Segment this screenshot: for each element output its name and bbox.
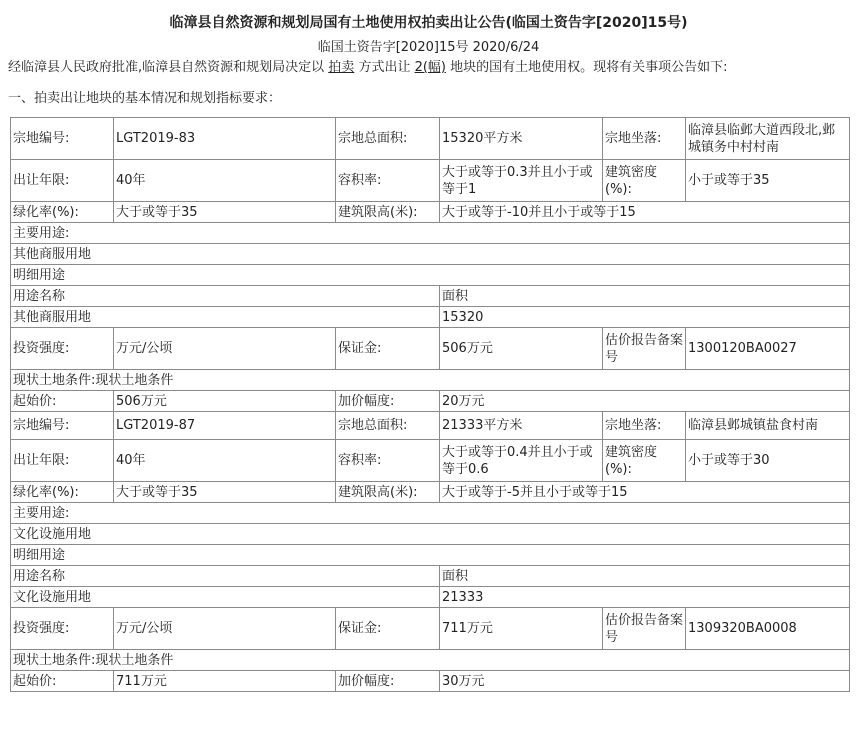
label-deposit: 保证金: [336,328,440,370]
appraisal-value: 1309320BA0008 [686,608,850,650]
invest-value: 万元/公顷 [114,608,336,650]
table-row [11,482,850,503]
table-row [11,286,850,307]
label-far: 容积率: [336,160,440,202]
density-value: 小于或等于35 [686,160,850,202]
label-density: 建筑密度(%): [603,160,686,202]
label-condition: 现状土地条件: [13,372,96,388]
area-value: 15320 [440,307,850,328]
table-row [11,391,850,412]
label-use-name: 用途名称 [11,566,440,587]
table-row [11,650,850,671]
term-value: 40年 [114,440,336,482]
label-green: 绿化率(%): [11,202,114,223]
location-value: 临漳县临邺大道西段北,邺城镇务中村村南 [686,118,850,160]
label-appraisal: 估价报告备案号 [603,328,686,370]
label-height: 建筑限高(米): [336,482,440,503]
appraisal-value: 1300120BA0027 [686,328,850,370]
table-row [11,587,850,608]
label-green: 绿化率(%): [11,482,114,503]
table-row [11,202,850,223]
page-title: 临漳县自然资源和规划局国有土地使用权拍卖出让公告(临国土资告字[2020]15号) [169,15,688,31]
label-term: 出让年限: [11,440,114,482]
label-total-area: 宗地总面积: [336,412,440,440]
land-condition [11,650,850,671]
far-value: 大于或等于0.3并且小于或等于1 [440,160,603,202]
total-area-value: 15320平方米 [440,118,603,160]
table-row [11,545,850,566]
label-main-use: 主要用途: [11,503,850,524]
table-row [11,503,850,524]
parcel-header-row [11,118,850,160]
section-heading: 一、拍卖出让地块的基本情况和规划指标要求： [8,91,282,106]
deposit-value: 711万元 [440,608,603,650]
label-invest: 投资强度: [11,328,114,370]
label-use-name: 用途名称 [11,286,440,307]
height-value: 大于或等于-10并且小于或等于15 [440,202,850,223]
table-row [11,328,850,370]
table-row [11,307,850,328]
green-value: 大于或等于35 [114,482,336,503]
parcel-table-body [11,118,850,692]
table-row [11,566,850,587]
parcel-no-value: LGT2019-83 [114,118,336,160]
invest-value: 万元/公顷 [114,328,336,370]
label-term: 出让年限: [11,160,114,202]
table-row [11,608,850,650]
table-row [11,244,850,265]
label-increment: 加价幅度: [336,671,440,692]
main-use-value: 文化设施用地 [11,524,850,545]
label-location: 宗地坐落: [603,118,686,160]
label-area: 面积 [440,566,850,587]
label-deposit: 保证金: [336,608,440,650]
intro-count: 2(幅) [414,60,447,75]
main-use-value: 其他商服用地 [11,244,850,265]
parcel-header-row [11,412,850,440]
label-height: 建筑限高(米): [336,202,440,223]
label-total-area: 宗地总面积: [336,118,440,160]
use-name-value: 其他商服用地 [11,307,440,328]
intro-suffix: 地块的国有土地使用权。现将有关事项公告如下: [450,60,728,75]
term-value: 40年 [114,160,336,202]
condition-value: 现状土地条件 [95,372,174,388]
label-start-price: 起始价: [11,671,114,692]
table-row [11,671,850,692]
deposit-value: 506万元 [440,328,603,370]
height-value: 大于或等于-5并且小于或等于15 [440,482,850,503]
label-detail-use: 明细用途 [11,265,850,286]
increment-value: 30万元 [440,671,850,692]
start-price-value: 711万元 [114,671,336,692]
announcement-number-date: 临国土资告字[2020]15号 2020/6/24 [317,40,540,55]
parcel-table [10,117,850,692]
label-area: 面积 [440,286,850,307]
label-start-price: 起始价: [11,391,114,412]
table-row [11,160,850,202]
label-condition: 现状土地条件: [13,652,96,668]
green-value: 大于或等于35 [114,202,336,223]
start-price-value: 506万元 [114,391,336,412]
parcel-no-value: LGT2019-87 [114,412,336,440]
label-invest: 投资强度: [11,608,114,650]
location-value: 临漳县邺城镇盐食村南 [686,412,850,440]
table-row [11,524,850,545]
intro-method: 拍卖 [328,60,355,75]
area-value: 21333 [440,587,850,608]
label-density: 建筑密度(%): [603,440,686,482]
table-row [11,223,850,244]
use-name-value: 文化设施用地 [11,587,440,608]
land-condition [11,370,850,391]
intro-prefix: 经临漳县人民政府批准,临漳县自然资源和规划局决定以 [8,60,325,75]
label-increment: 加价幅度: [336,391,440,412]
label-location: 宗地坐落: [603,412,686,440]
table-row [11,370,850,391]
table-row [11,265,850,286]
label-appraisal: 估价报告备案号 [603,608,686,650]
label-far: 容积率: [336,440,440,482]
total-area-value: 21333平方米 [440,412,603,440]
far-value: 大于或等于0.4并且小于或等于0.6 [440,440,603,482]
increment-value: 20万元 [440,391,850,412]
label-parcel-no: 宗地编号: [11,118,114,160]
label-main-use: 主要用途: [11,223,850,244]
intro-paragraph [0,57,857,79]
density-value: 小于或等于30 [686,440,850,482]
condition-value: 现状土地条件 [95,652,174,668]
table-row [11,440,850,482]
label-parcel-no: 宗地编号: [11,412,114,440]
label-detail-use: 明细用途 [11,545,850,566]
intro-middle: 方式出让 [358,60,411,75]
